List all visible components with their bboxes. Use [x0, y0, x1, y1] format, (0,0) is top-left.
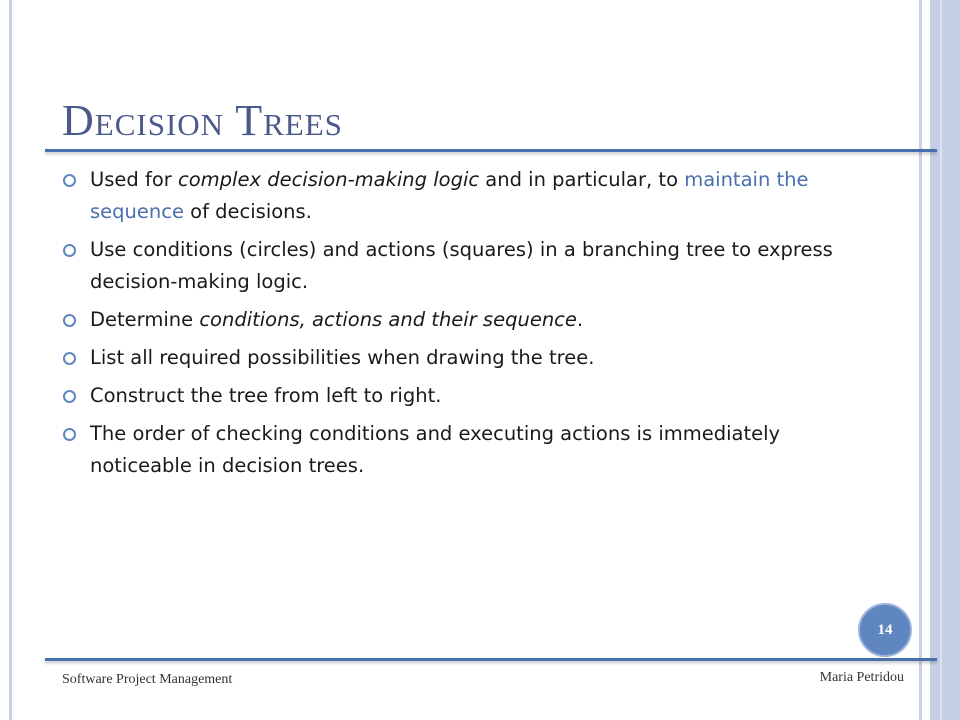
slide-title: Decision Trees [62, 96, 343, 145]
bullet-text-segment: Construct the tree from left to right. [90, 384, 442, 407]
bullet-text-segment: of decisions. [183, 200, 312, 223]
frame-right-thick-border [930, 0, 960, 720]
bullet-text-segment: conditions, actions and their sequence [199, 308, 577, 331]
bullet-text-segment: The order of checking conditions and executing actions is immediately noticeable in decision trees. [90, 422, 781, 477]
bullet-text-segment: maintain the sequence [90, 168, 809, 223]
bullet-text-segment: Use conditions (circles) and actions (squares) in a branching tree to express decision-making logic. [90, 238, 833, 293]
bullet-text-segment: List all required possibilities when drawing the tree. [90, 346, 595, 369]
bullet-item [62, 380, 862, 412]
frame-right-thin-border [919, 0, 922, 720]
bullet-item [62, 342, 862, 374]
bullet-item [62, 234, 862, 298]
bullet-text-segment: and in particular, to [479, 168, 685, 191]
bullet-circle-icon [63, 352, 76, 365]
footer-author-name: Maria Petridou [819, 670, 904, 685]
title-underline [45, 149, 937, 152]
bullet-item [62, 164, 862, 228]
bullet-text-segment: . [576, 308, 584, 331]
frame-left-border [9, 0, 12, 720]
footer-rule [45, 658, 937, 661]
page-number-badge: 14 [858, 603, 912, 657]
bullet-list [62, 164, 862, 488]
bullet-circle-icon [63, 314, 76, 327]
footer-course-name: Software Project Management [62, 672, 233, 687]
bullet-item [62, 418, 862, 482]
bullet-circle-icon [63, 390, 76, 403]
bullet-circle-icon [63, 428, 76, 441]
bullet-item [62, 304, 862, 336]
frame-right-inner-line [940, 0, 942, 720]
bullet-text-segment: Used for [90, 168, 179, 191]
bullet-circle-icon [63, 244, 76, 257]
bullet-text-segment: complex decision-making logic [178, 168, 480, 191]
bullet-circle-icon [63, 174, 76, 187]
bullet-text-segment: Determine [90, 308, 200, 331]
